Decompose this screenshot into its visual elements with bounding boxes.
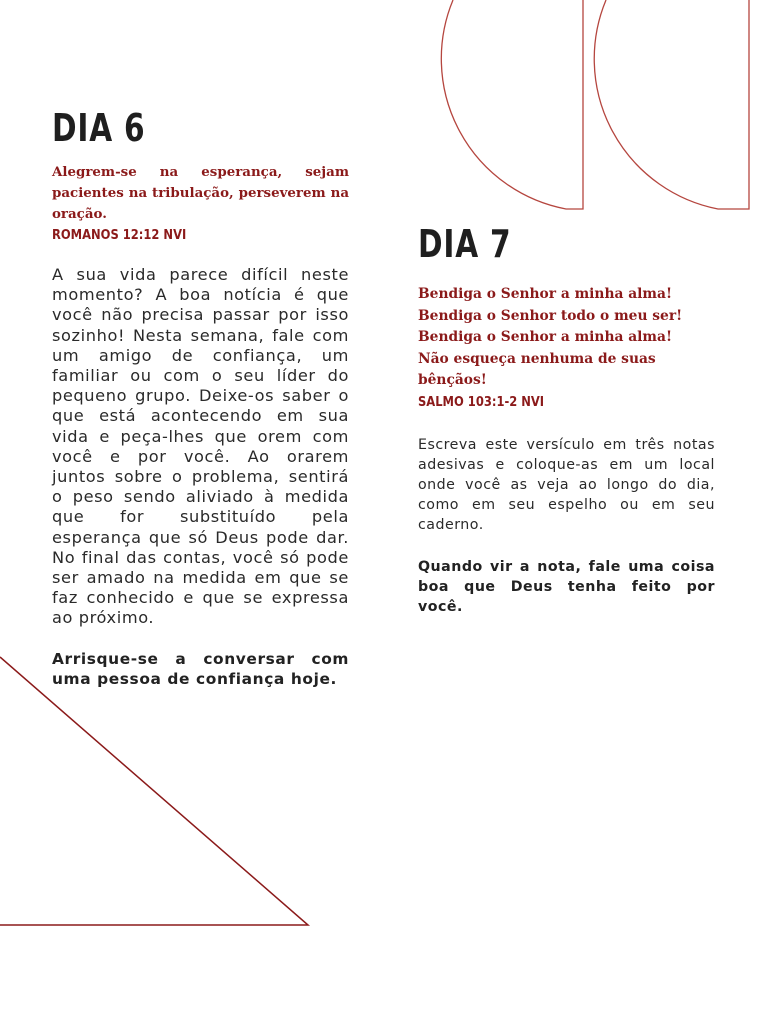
day-7-verse-line: Bendiga o Senhor a minha alma!	[418, 329, 672, 346]
day-6-reference: ROMANOS 12:12 NVI	[52, 228, 187, 243]
right-half-circle-decoration	[594, 0, 749, 209]
day-7-action: Quando vir a nota, fale uma coisa boa que Deus tenha feito por você.	[418, 558, 715, 615]
day-7-verse	[418, 284, 715, 392]
left-half-circle-decoration	[441, 0, 583, 209]
day-6-section	[52, 108, 349, 689]
day-7-verse-line: Bendiga o Senhor a minha alma!	[418, 286, 672, 302]
day-6-body: A sua vida parece difícil neste momento? A boa notícia é que você não precisa passar por isso sozinho! Nesta semana, fale com um amigo de confiança, um familiar ou com o seu líder do pequeno grupo. Deixe-os saber o que está acontecendo em sua vida e peça-lhes que orem com você e por você. Ao orarem juntos sobre o problema, sentirá o peso sendo aliviado à medida que for substituído pela esperança que só Deus pode dar. No final das contas, você só pode ser amado na medida em que se faz conhecido e que se expressa ao próximo.	[52, 265, 349, 628]
day-7-section	[418, 224, 715, 617]
day-7-verse-line: Bendiga o Senhor todo o meu ser!	[418, 307, 683, 324]
day-6-title: DIA 6	[52, 106, 146, 150]
day-7-reference: SALMO 103:1-2 NVI	[418, 394, 545, 410]
triangle-decoration	[0, 657, 308, 925]
day-6-action: Arrisque-se a conversar com uma pessoa de confiança hoje.	[52, 649, 349, 688]
day-7-verse-line: Não esqueça nenhuma de suas bênçãos!	[418, 350, 656, 389]
day-7-body: Escreva este versículo em três notas adesivas e coloque-as em um local onde você as veja ao longo do dia, como em seu espelho ou em seu caderno.	[418, 436, 715, 533]
day-6-verse: Alegrem-se na esperança, sejam pacientes na tribulação, perseverem na oração.	[52, 164, 349, 222]
day-7-title: DIA 7	[418, 222, 512, 266]
